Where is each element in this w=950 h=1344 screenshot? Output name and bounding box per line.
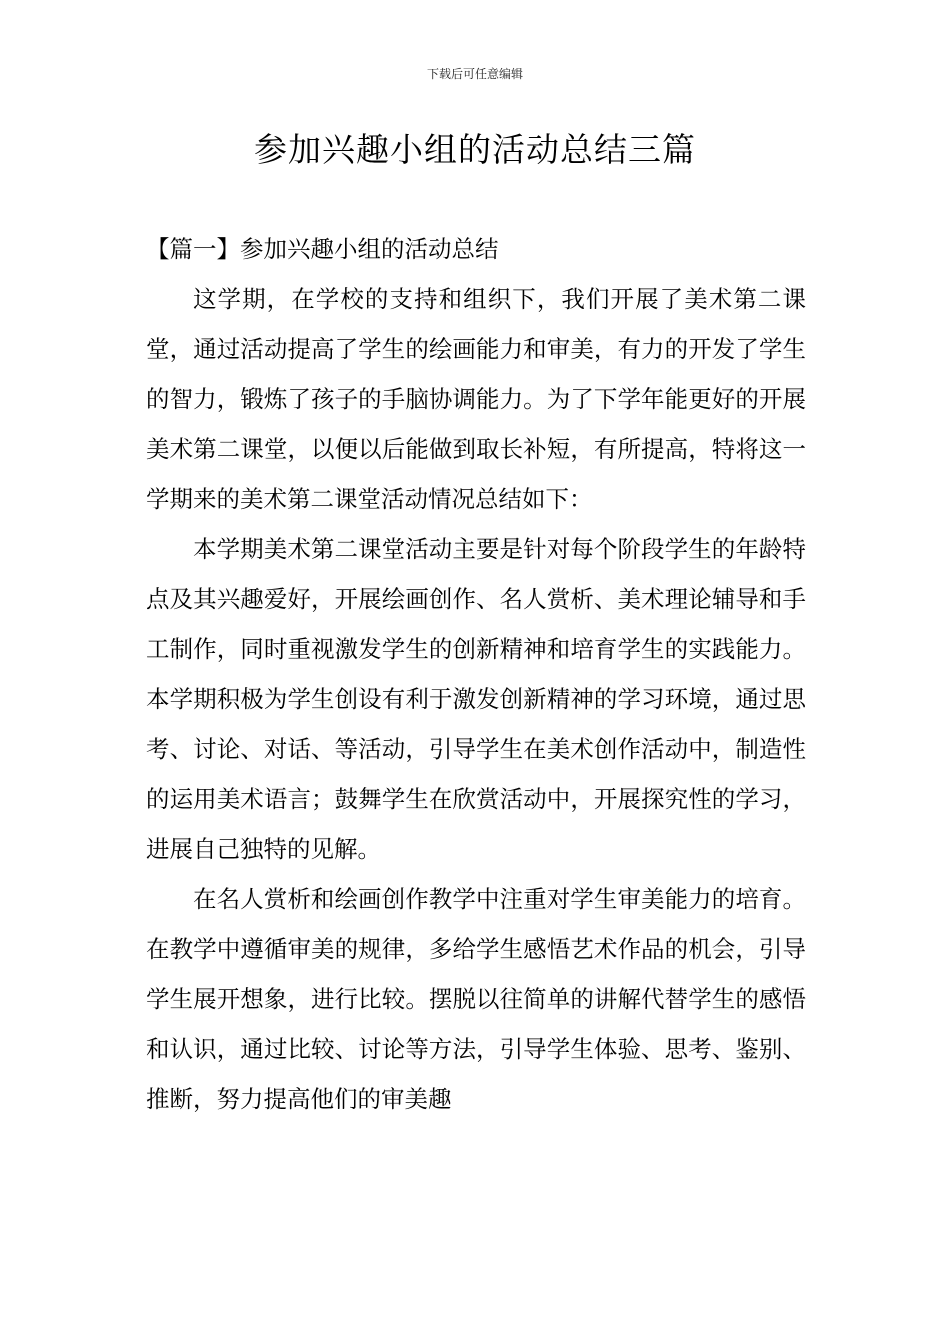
paragraph-3: 在名人赏析和绘画创作教学中注重对学生审美能力的培育。在教学中遵循审美的规律，多给学生感悟艺术作品的机会，引导学生展开想象，进行比较。摆脱以往简单的讲解代替学生的感悟和认识，通过比较、讨论等方法，引导学生体验、思考、鉴别、推断，努力提高他们的审美趣 <box>146 885 806 1113</box>
header-note: 下载后可任意编辑 <box>426 67 523 81</box>
document-body <box>146 224 806 1124</box>
paragraph-1: 这学期，在学校的支持和组织下，我们开展了美术第二课堂，通过活动提高了学生的绘画能力和审美，有力的开发了学生的智力，锻炼了孩子的手脑协调能力。为了下学年能更好的开展美术第二课堂，以便以后能做到取长补短，有所提高，特将这一学期来的美术第二课堂活动情况总结如下： <box>146 285 806 513</box>
paragraph-2: 本学期美术第二课堂活动主要是针对每个阶段学生的年龄特点及其兴趣爱好，开展绘画创作、名人赏析、美术理论辅导和手工制作，同时重视激发学生的创新精神和培育学生的实践能力。本学期积极为学生创设有利于激发创新精神的学习环境，通过思考、讨论、对话、等活动，引导学生在美术创作活动中，制造性的运用美术语言；鼓舞学生在欣赏活动中，开展探究性的学习，进展自己独特的见解。 <box>146 535 806 863</box>
section-heading: 【篇一】参加兴趣小组的活动总结 <box>146 235 499 263</box>
document-title: 参加兴趣小组的活动总结三篇 <box>254 130 696 169</box>
